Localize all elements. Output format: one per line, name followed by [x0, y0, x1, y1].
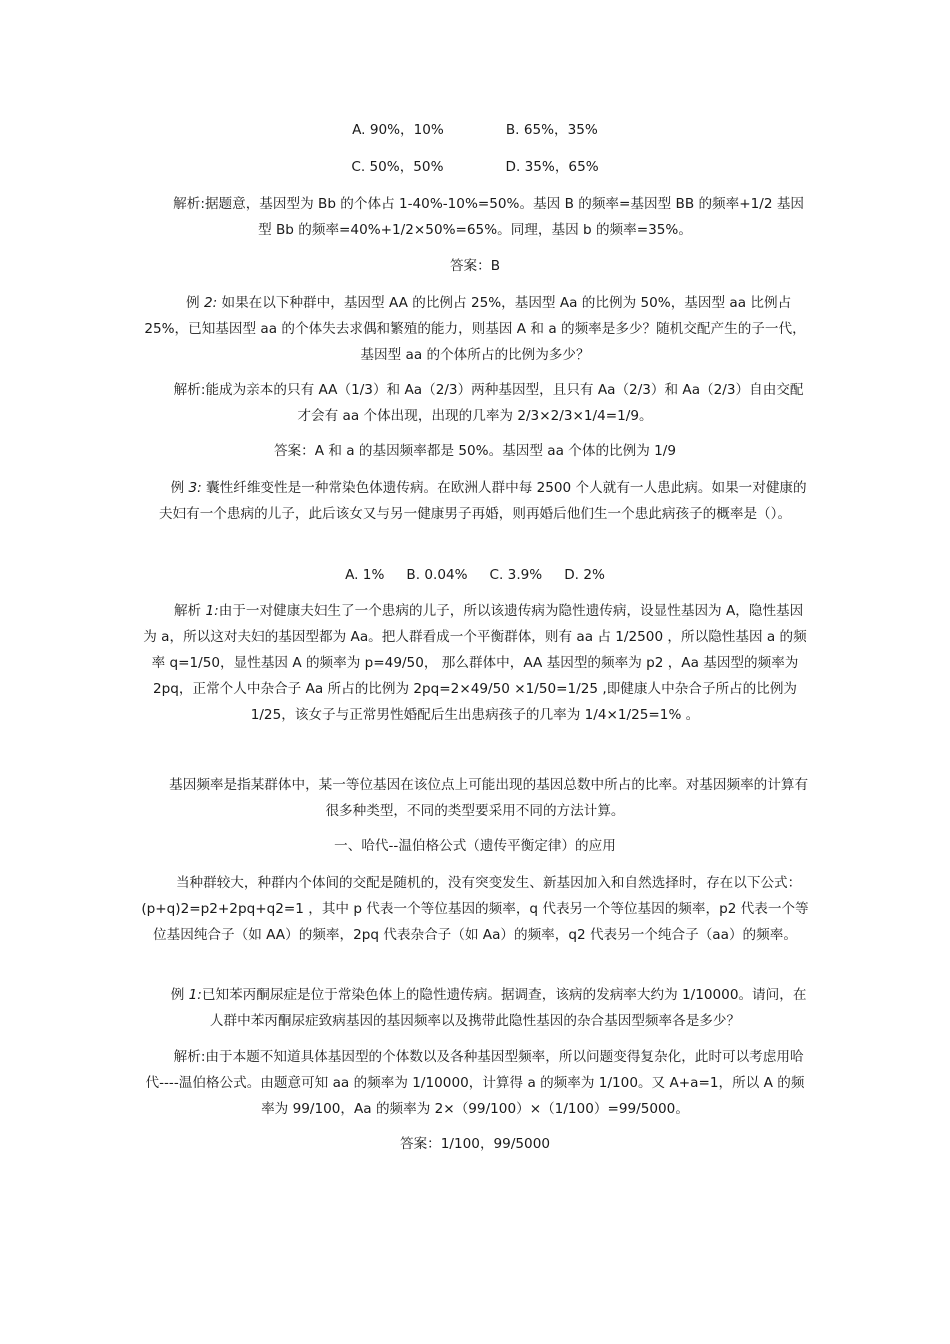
- ex1-analysis: [140, 1044, 810, 1122]
- analysis-label-prefix: 解析: [173, 603, 202, 619]
- analysis-text: 由于本题不知道具体基因型的个体数以及各种基因型频率，所以问题变得复杂化，此时可以考虑用哈代----温伯格公式。由题意可知 aa 的频率为 1/10000，计算得 a 的频率为 1/100。又 A+a=1，所以 A 的频率为 99/100，Aa 的频率为 2×（99/100）×（1/100）=99/5000。: [145, 1049, 805, 1117]
- q1-analysis: [140, 191, 810, 243]
- option-b: B. 0.04%: [406, 567, 468, 583]
- option-a: A. 1%: [345, 567, 385, 583]
- q3-analysis: [140, 598, 810, 728]
- ex1-question: [140, 982, 810, 1034]
- example-label-number: 3:: [188, 480, 202, 496]
- q3-options: [140, 562, 810, 588]
- section-heading: 一、哈代--温伯格公式（遗传平衡定律）的应用: [334, 838, 616, 854]
- example-label: [186, 295, 221, 311]
- q1-options-row-1: [140, 117, 810, 143]
- q2-answer: 答案：A 和 a 的基因频率都是 50%。基因型 aa 个体的比例为 1/9: [273, 443, 677, 459]
- analysis-label: 解析:: [173, 196, 205, 212]
- option-b: B. 65%，35%: [505, 122, 598, 138]
- q1-answer: 答案：B: [449, 258, 501, 274]
- q1-options-row-2: [140, 154, 810, 180]
- section-intro: 基因频率是指某群体中，某一等位基因在该位点上可能出现的基因总数中所占的比率。对基因频率的计算有很多种类型，不同的类型要采用不同的方法计算。: [169, 777, 809, 819]
- hardy-weinberg-paragraph: 当种群较大，种群内个体间的交配是随机的，没有突变发生、新基因加入和自然选择时，存在以下公式：(p+q)2=p2+2pq+q2=1 ，其中 p 代表一个等位基因的频率，q 代表另一个等位基因的频率，p2 代表一个等位基因纯合子（如 AA）的频率，2pq 代表杂合子（如 Aa）的频率，q2 代表另一个纯合子（aa）的频率。: [141, 875, 809, 943]
- option-a: A. 90%，10%: [352, 122, 444, 138]
- analysis-label-number: 1:: [205, 603, 219, 619]
- q3-question: [140, 475, 810, 527]
- example-label-number: 1:: [188, 987, 202, 1003]
- example-label-prefix: 例: [170, 987, 185, 1003]
- question-text: 已知苯丙酮尿症是位于常染色体上的隐性遗传病。据调查，该病的发病率大约为 1/10000。请问，在人群中苯丙酮尿症致病基因的基因频率以及携带此隐性基因的杂合基因型频率各是多少？: [201, 987, 807, 1029]
- ex1-answer: 答案：1/100，99/5000: [399, 1136, 551, 1152]
- example-label-prefix: 例: [186, 295, 200, 311]
- analysis-text: 据题意，基因型为 Bb 的个体占 1-40%-10%=50%。基因 B 的频率=基因型 BB 的频率+1/2 基因型 Bb 的频率=40%+1/2×50%=65%。同理，基因 b 的频率=35%。: [204, 196, 805, 238]
- question-text: 囊性纤维变性是一种常染色体遗传病。在欧洲人群中每 2500 个人就有一人患此病。如果一对健康的夫妇有一个患病的儿子，此后该女又与另一健康男子再婚，则再婚后他们生一个患此病孩子的概率是（）。: [158, 480, 807, 522]
- option-d: D. 35%，65%: [505, 159, 599, 175]
- option-c: C. 3.9%: [489, 567, 543, 583]
- option-d: D. 2%: [564, 567, 605, 583]
- question-text: 如果在以下种群中，基因型 AA 的比例占 25%，基因型 Aa 的比例为 50%，基因型 aa 比例占 25%，已知基因型 aa 的个体失去求偶和繁殖的能力，则基因 A 和 a 的频率是多少？随机交配产生的子一代，基因型 aa 的个体所占的比例为多少？: [144, 295, 806, 363]
- example-label-prefix: 例: [170, 480, 185, 496]
- q2-question: [140, 290, 810, 368]
- analysis-text: 由于一对健康夫妇生了一个患病的儿子，所以该遗传病为隐性遗传病，设显性基因为 A，隐性基因为 a，所以这对夫妇的基因型都为 Aa。把人群看成一个平衡群体，则有 aa 占 1/2500 ，所以隐性基因 a 的频率 q=1/50，显性基因 A 的频率为 p=49/50， 那么群体中，AA 基因型的频率为 p2 ，Aa 基因型的频率为 2pq，正常个人中杂合子 Aa 所占的比例为 2pq=2×49/50 ×1/50=1/25 ,即健康人中杂合子所占的比例为 1/25，该女子与正常男性婚配后生出患病孩子的几率为 1/4×1/25=1% 。: [143, 603, 807, 723]
- option-c: C. 50%，50%: [351, 159, 444, 175]
- example-label-number: 2:: [203, 295, 218, 311]
- analysis-label: 解析:: [173, 1049, 206, 1065]
- analysis-text: 能成为亲本的只有 AA（1/3）和 Aa（2/3）两种基因型，且只有 Aa（2/3）和 Aa（2/3）自由交配才会有 aa 个体出现，出现的几率为 2/3×2/3×1/4=1/9。: [205, 382, 804, 424]
- example-label: [171, 987, 202, 1003]
- q2-analysis: [140, 377, 810, 429]
- analysis-label: 解析:: [173, 382, 206, 398]
- analysis-label: [174, 603, 219, 619]
- example-label: [171, 480, 206, 496]
